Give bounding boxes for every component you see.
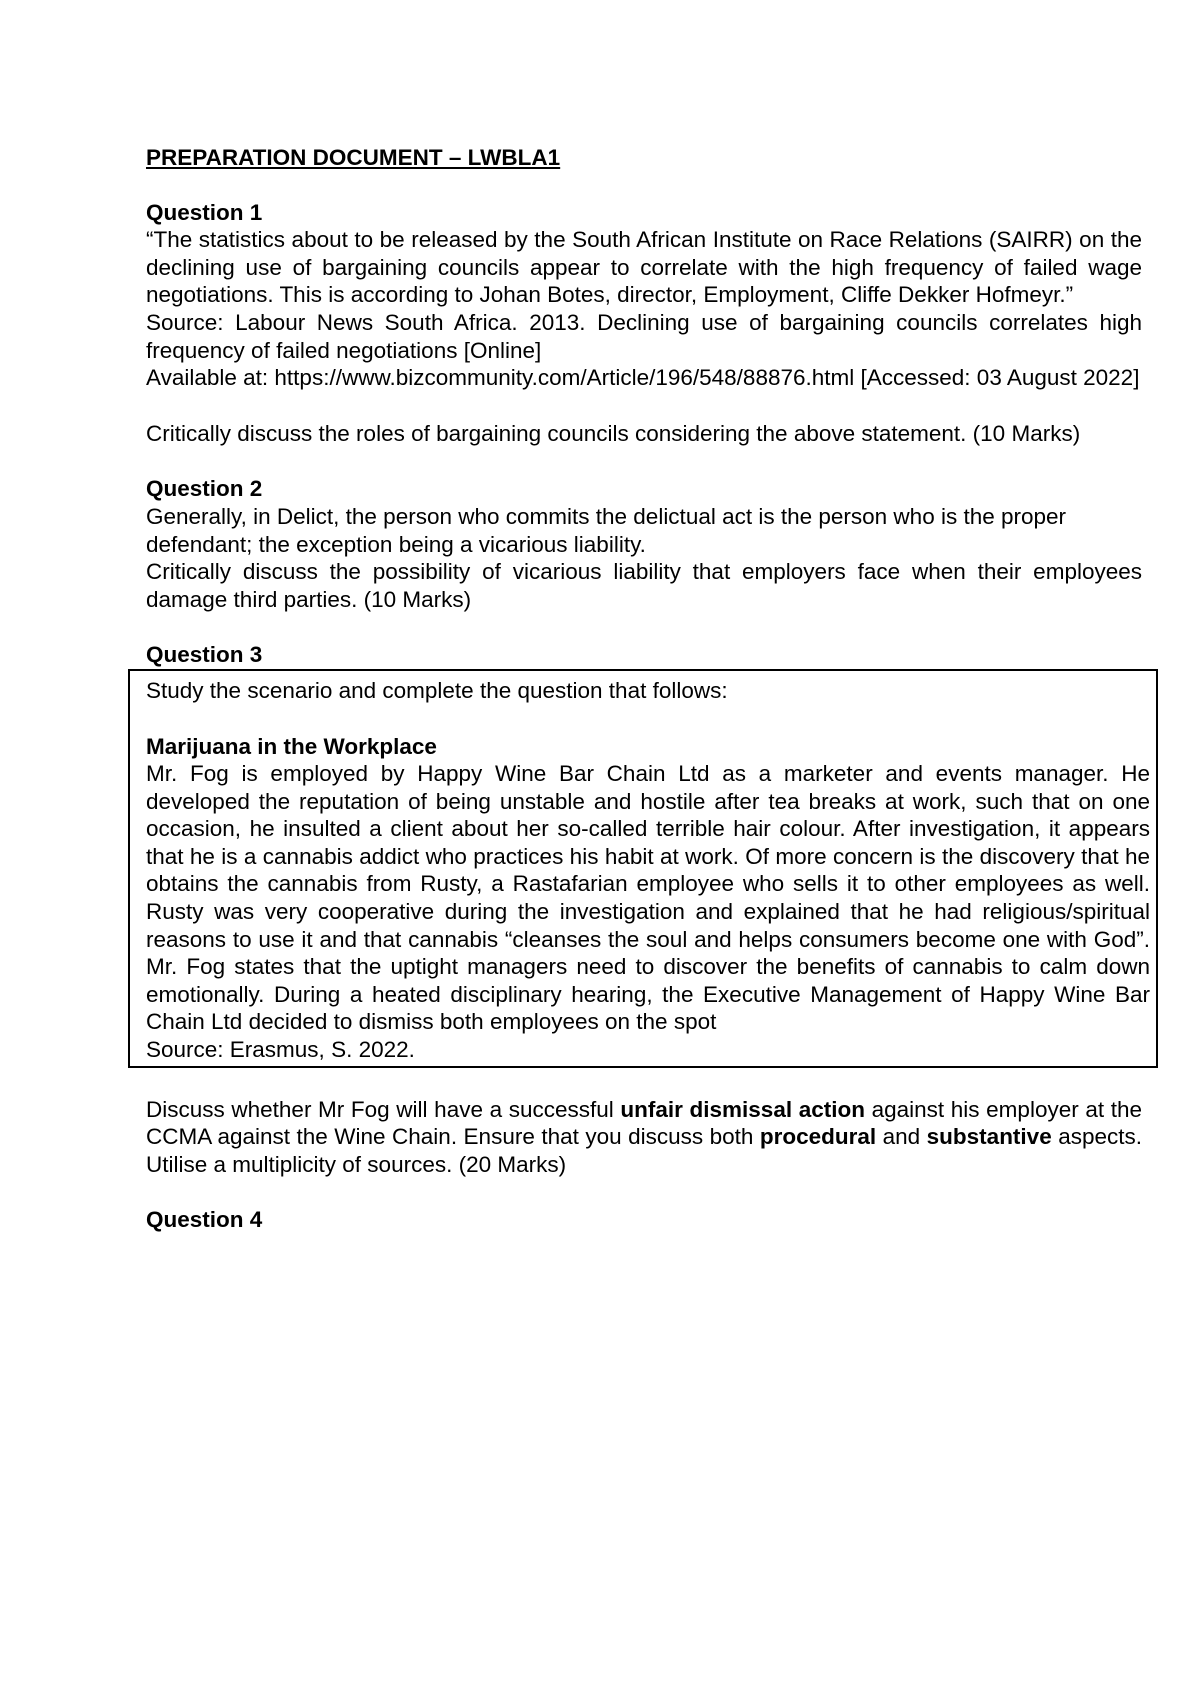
question-3-task-bold3: substantive (926, 1124, 1052, 1150)
spacer (146, 1068, 1142, 1096)
spacer (146, 1178, 1142, 1206)
question-4 (146, 1206, 1142, 1234)
question-2-intro: Generally, in Delict, the person who commits the delictual act is the person who is the proper defendant; the exception being a vicarious liability. (146, 503, 1067, 557)
spacer (146, 705, 1150, 733)
question-1-quote: “The statistics about to be released by the South African Institute on Race Relations (SAIRR) on the declining use of bargaining councils appear to correlate with the high frequency of failed wage negotiations. This is according to Johan Botes, director, Employment, Cliffe Dekker Hofmeyr.” (146, 227, 1142, 308)
document-body (146, 144, 1150, 1234)
scenario-source: Source: Erasmus, S. 2022. (146, 1037, 415, 1063)
question-3-task-part4: aspects. Utilise a multiplicity of sources. (20 Marks) (146, 1124, 1142, 1177)
document-title: PREPARATION DOCUMENT – LWBLA1 (146, 145, 561, 170)
question-1-heading: Question 1 (146, 199, 263, 225)
question-4-heading: Question 4 (146, 1207, 263, 1233)
question-3-task-part1: Discuss whether Mr Fog will have a successful (146, 1096, 621, 1122)
question-3-task-part2: against his employer at the CCMA against the Wine Chain. Ensure that you discuss both (146, 1096, 1143, 1150)
question-3-task-bold2: procedural (759, 1124, 877, 1150)
spacer (146, 613, 1142, 641)
question-3-task-part3: and (876, 1124, 927, 1150)
question-3-task-bold1: unfair dismissal action (620, 1096, 865, 1122)
question-1-task: Critically discuss the roles of bargaining councils considering the above statement. (10 Marks) (146, 420, 1081, 446)
question-3-task (146, 1096, 1142, 1179)
spacer (146, 447, 1142, 475)
question-1-available: Available at: https://www.bizcommunity.com/Article/196/548/88876.html [Accessed: 03 August 2022] (146, 365, 1140, 391)
question-1-source: Source: Labour News South Africa. 2013. Declining use of bargaining councils correlates high frequency of failed negotiations [Online] (146, 309, 1142, 363)
question-2 (146, 475, 1142, 613)
question-2-heading: Question 2 (146, 476, 263, 502)
scenario-text: Mr. Fog is employed by Happy Wine Bar Chain Ltd as a marketer and events manager. He developed the reputation of being unstable and hostile after tea breaks at work, such that on one occasion, he insulted a client about her so-called terrible hair colour. After investigation, it appears that he is a cannabis addict who practices his habit at work. Of more concern is the discovery that he obtains the cannabis from Rusty, a Rastafarian employee who sells it to other employees as well. Rusty was very cooperative during the investigation and explained that he had religious/spiritual reasons to use it and that cannabis “cleanses the soul and helps consumers become one with God”. Mr. Fog states that the uptight managers need to discover the benefits of cannabis to calm down emotionally. During a heated disciplinary hearing, the Executive Management of Happy Wine Bar Chain Ltd decided to dismiss both employees on the spot (146, 761, 1150, 1035)
question-3 (146, 641, 1150, 1178)
scenario-title: Marijuana in the Workplace (146, 733, 437, 759)
question-1 (146, 199, 1142, 448)
scenario-instruction: Study the scenario and complete the question that follows: (146, 677, 728, 703)
question-2-task: Critically discuss the possibility of vicarious liability that employers face when their employees damage third parties. (10 Marks) (146, 559, 1142, 612)
question-3-heading: Question 3 (146, 642, 263, 668)
spacer (146, 392, 1142, 420)
scenario-box (128, 669, 1158, 1068)
